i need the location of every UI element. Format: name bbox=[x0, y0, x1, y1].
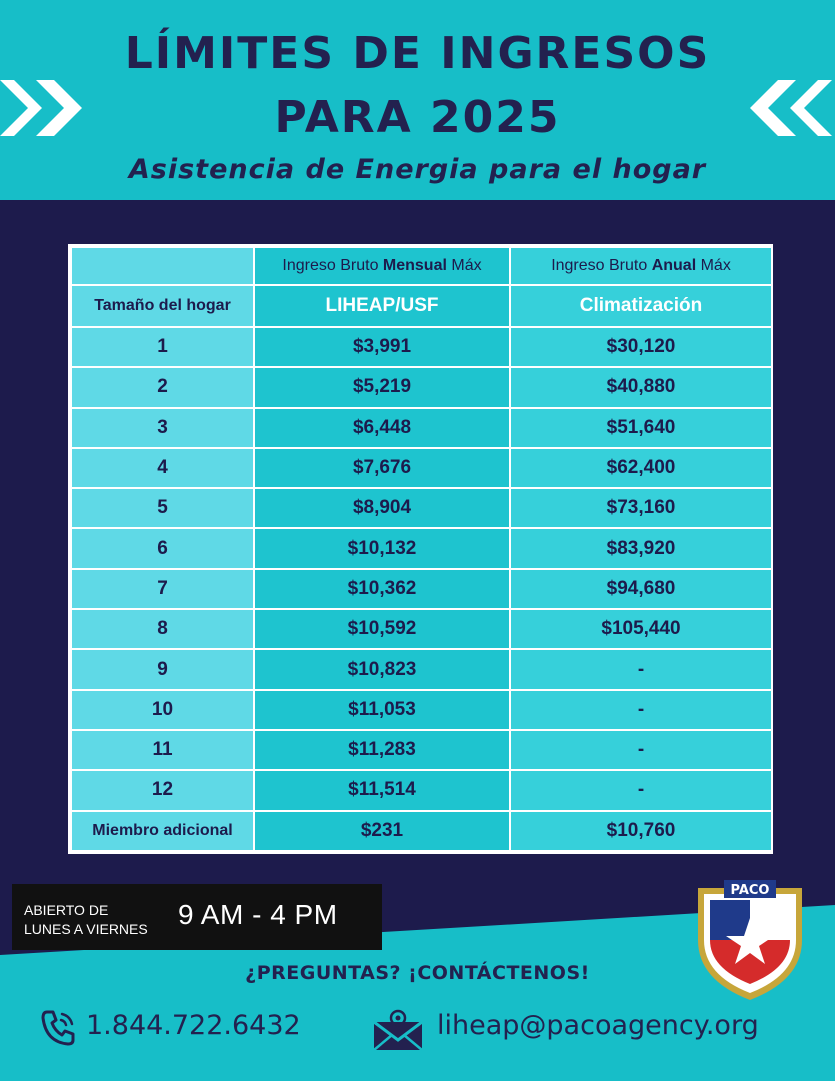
household-size-cell: 3 bbox=[71, 408, 254, 448]
phone-link[interactable]: 1.844.722.6432 bbox=[86, 1010, 301, 1041]
monthly-max-header: Ingreso Bruto Mensual Máx bbox=[254, 247, 510, 285]
email-icon bbox=[372, 1008, 424, 1052]
household-size-cell: 4 bbox=[71, 448, 254, 488]
liheap-cell: $10,362 bbox=[254, 569, 510, 609]
weatherization-cell: $30,120 bbox=[510, 327, 772, 367]
weatherization-cell: $83,920 bbox=[510, 528, 772, 568]
table-row bbox=[71, 609, 772, 649]
table-row bbox=[71, 730, 772, 770]
table-row bbox=[71, 770, 772, 810]
liheap-cell: $10,132 bbox=[254, 528, 510, 568]
liheap-cell: $11,283 bbox=[254, 730, 510, 770]
table-row bbox=[71, 448, 772, 488]
liheap-cell: $11,053 bbox=[254, 690, 510, 730]
table-row bbox=[71, 811, 772, 851]
liheap-cell: $7,676 bbox=[254, 448, 510, 488]
weatherization-cell: $51,640 bbox=[510, 408, 772, 448]
svg-text:PACO: PACO bbox=[730, 883, 770, 898]
table-row bbox=[71, 367, 772, 407]
liheap-cell: $11,514 bbox=[254, 770, 510, 810]
liheap-cell: $3,991 bbox=[254, 327, 510, 367]
liheap-cell: $10,592 bbox=[254, 609, 510, 649]
title-line-1: LÍMITES DE INGRESOS bbox=[124, 28, 711, 79]
subtitle: Asistencia de Energia para el hogar bbox=[128, 154, 707, 185]
weatherization-cell: $73,160 bbox=[510, 488, 772, 528]
household-size-cell: Miembro adicional bbox=[71, 811, 254, 851]
household-size-cell: 8 bbox=[71, 609, 254, 649]
table-row bbox=[71, 649, 772, 689]
table-row bbox=[71, 690, 772, 730]
weatherization-cell: $10,760 bbox=[510, 811, 772, 851]
table-subheader-row bbox=[71, 285, 772, 327]
weatherization-cell: - bbox=[510, 730, 772, 770]
hours-box bbox=[12, 884, 382, 950]
annual-max-header: Ingreso Bruto Anual Máx bbox=[510, 247, 772, 285]
liheap-header: LIHEAP/USF bbox=[254, 285, 510, 327]
weatherization-cell: $62,400 bbox=[510, 448, 772, 488]
household-size-header: Tamaño del hogar bbox=[71, 285, 254, 327]
phone-icon bbox=[38, 1008, 78, 1048]
title-line-2: PARA 2025 bbox=[274, 92, 561, 143]
liheap-cell: $5,219 bbox=[254, 367, 510, 407]
weatherization-cell: - bbox=[510, 770, 772, 810]
email-link[interactable]: liheap@pacoagency.org bbox=[437, 1010, 759, 1041]
income-limits-table bbox=[68, 244, 773, 854]
table-row bbox=[71, 408, 772, 448]
liheap-cell: $231 bbox=[254, 811, 510, 851]
household-size-cell: 1 bbox=[71, 327, 254, 367]
table-header-row bbox=[71, 247, 772, 285]
household-size-cell: 12 bbox=[71, 770, 254, 810]
open-hours: 9 AM - 4 PM bbox=[178, 899, 338, 930]
household-size-cell: 10 bbox=[71, 690, 254, 730]
household-size-cell: 7 bbox=[71, 569, 254, 609]
household-size-cell: 11 bbox=[71, 730, 254, 770]
weatherization-cell: $105,440 bbox=[510, 609, 772, 649]
weatherization-header: Climatización bbox=[510, 285, 772, 327]
open-days: ABIERTO DE LUNES A VIERNES bbox=[24, 902, 148, 937]
household-size-cell: 2 bbox=[71, 367, 254, 407]
household-size-cell: 6 bbox=[71, 528, 254, 568]
table-row bbox=[71, 327, 772, 367]
table-row bbox=[71, 528, 772, 568]
weatherization-cell: - bbox=[510, 649, 772, 689]
liheap-cell: $8,904 bbox=[254, 488, 510, 528]
table-row bbox=[71, 569, 772, 609]
liheap-cell: $10,823 bbox=[254, 649, 510, 689]
liheap-cell: $6,448 bbox=[254, 408, 510, 448]
weatherization-cell: $40,880 bbox=[510, 367, 772, 407]
contact-heading: ¿PREGUNTAS? ¡CONTÁCTENOS! bbox=[245, 962, 590, 984]
household-size-cell: 9 bbox=[71, 649, 254, 689]
household-size-cell: 5 bbox=[71, 488, 254, 528]
weatherization-cell: $94,680 bbox=[510, 569, 772, 609]
table-row bbox=[71, 488, 772, 528]
weatherization-cell: - bbox=[510, 690, 772, 730]
empty-header-cell bbox=[71, 247, 254, 285]
